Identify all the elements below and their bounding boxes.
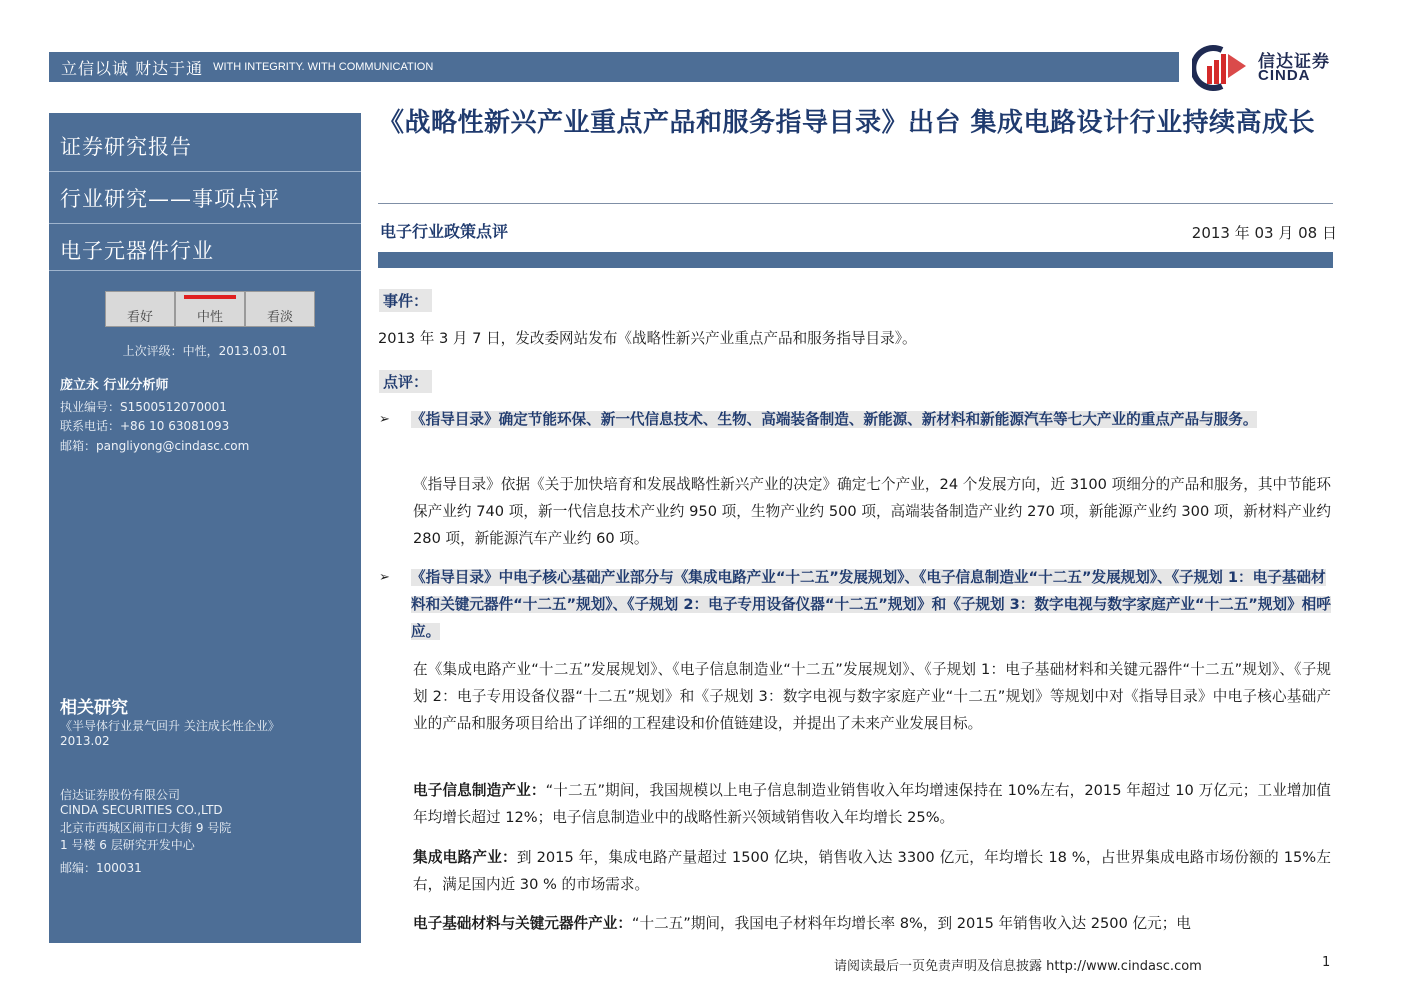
paragraph-2: 在《集成电路产业“十二五”发展规划》、《电子信息制造业“十二五”发展规划》、《子规划 1：电子基础材料和关键元器件“十二五”规划》、《子规划 2：电子专用设备仪器“十二五”规划》和《子规划 3：数字电视与数字家庭产业“十二五”规划》等规划中对《指导目录》中电子核心基础产业的产品和服务项目给出了详细的工程建设和价值链建设，并提出了未来产业发展目标。: [413, 661, 1331, 732]
related-research-date: 2013.02: [60, 734, 110, 748]
section-bar: [378, 252, 1333, 268]
rating-scale: [105, 291, 315, 327]
event-label: 事件：: [379, 289, 432, 312]
bullet-arrow-icon: ➢: [379, 412, 390, 427]
divider: [49, 223, 361, 224]
slogan-cn: 立信以诚 财达于通: [61, 58, 204, 78]
rating-negative: 看淡: [245, 291, 315, 327]
report-title: 《战略性新兴产业重点产品和服务指导目录》出台 集成电路设计行业持续高成长: [378, 108, 1316, 138]
logo-text-en: CINDA: [1258, 67, 1311, 84]
related-research-title: 相关研究: [60, 698, 128, 718]
company-postcode: 邮编：100031: [60, 861, 142, 875]
analyst-name: 庞立永 行业分析师: [60, 378, 169, 393]
key-point-2: [411, 564, 1333, 645]
report-category: 行业研究——事项点评: [60, 187, 280, 211]
title-rule: [378, 203, 1333, 204]
analyst-cert: 执业编号：S1500512070001: [60, 400, 227, 414]
report-type: 证券研究报告: [60, 135, 192, 159]
rating-positive: 看好: [105, 291, 175, 327]
company-address-1: 北京市西城区闹市口大街 9 号院: [60, 821, 232, 835]
paragraph-5: [413, 910, 1331, 937]
paragraph-5-text: “十二五”期间，我国电子材料年均增长率 8%，到 2015 年销售收入达 2500 亿元；电: [631, 915, 1191, 932]
key-point-1-text: 《指导目录》确定节能环保、新一代信息技术、生物、高端装备制造、新能源、新材料和新能源汽车等七大产业的重点产品与服务。: [411, 411, 1258, 428]
sidebar: [49, 113, 361, 943]
paragraph-4-text: 到 2015 年，集成电路产量超过 1500 亿块，销售收入达 3300 亿元，年均增长 18 %，占世界集成电路市场份额的 15%左右，满足国内近 30 % 的市场需求。: [413, 849, 1331, 893]
last-rating: 上次评级：中性，2013.03.01: [122, 344, 288, 358]
industry-name: 电子元器件行业: [60, 239, 214, 263]
paragraph-4: [413, 844, 1331, 898]
paragraph-3: [413, 777, 1331, 831]
paragraph-1: 《指导目录》依据《关于加快培育和发展战略性新兴产业的决定》确定七个产业，24 个发展方向，近 3100 项细分的产品和服务，其中节能环保产业约 740 项，新一代信息技术产业约 950 项，生物产业约 500 项，高端装备制造产业约 270 项，新能源产业约 300 项，新材料产业约 280 项，新能源汽车产业约 60 项。: [413, 476, 1331, 547]
report-date: 2013 年 03 月 08 日: [1191, 224, 1337, 242]
company-address-2: 1 号楼 6 层研究开发中心: [60, 838, 195, 852]
divider: [49, 270, 361, 271]
paragraph-4-label: 集成电路产业：: [413, 849, 517, 866]
company-name-cn: 信达证券股份有限公司: [60, 788, 181, 802]
comment-label: 点评：: [379, 370, 432, 393]
key-point-2-text: 《指导目录》中电子核心基础产业部分与《集成电路产业“十二五”发展规划》、《电子信息制造业“十二五”发展规划》、《子规划 1：电子基础材料和关键元器件“十二五”规划》、《子规划 2：电子专用设备仪器“十二五”规划》和《子规划 3：数字电视与数字家庭产业“十二五”规划》相呼应。: [411, 569, 1331, 640]
paragraph-3-label: 电子信息制造产业：: [413, 782, 546, 799]
paragraph-3-text: “十二五”期间，我国规模以上电子信息制造业销售收入年均增速保持在 10%左右，2015 年超过 10 万亿元；工业增加值年均增长超过 12%；电子信息制造业中的战略性新兴领域销售收入年均增长 25%。: [413, 782, 1331, 826]
bullet-arrow-icon: ➢: [379, 570, 390, 585]
key-point-1: [411, 406, 1333, 433]
header-banner: [49, 52, 1179, 82]
footer-disclaimer[interactable]: 请阅读最后一页免责声明及信息披露 http://www.cindasc.com: [834, 959, 1202, 974]
report-subtitle: 电子行业政策点评: [380, 222, 509, 241]
divider: [49, 171, 361, 172]
page-number: 1: [1322, 955, 1331, 970]
slogan-en: WITH INTEGRITY. WITH COMMUNICATION: [213, 61, 434, 73]
related-research-item[interactable]: 《半导体行业景气回升 关注成长性企业》: [60, 719, 280, 733]
rating-neutral: 中性: [175, 291, 245, 327]
analyst-email: 邮箱：pangliyong@cindasc.com: [60, 439, 250, 453]
company-name-en: CINDA SECURITIES CO.,LTD: [60, 803, 223, 817]
logo-text-cn: 信达证券: [1258, 52, 1330, 72]
analyst-phone: 联系电话：+86 10 63081093: [60, 419, 230, 433]
event-text: 2013 年 3 月 7 日，发改委网站发布《战略性新兴产业重点产品和服务指导目录》。: [378, 330, 917, 347]
paragraph-5-label: 电子基础材料与关键元器件产业：: [413, 915, 632, 932]
